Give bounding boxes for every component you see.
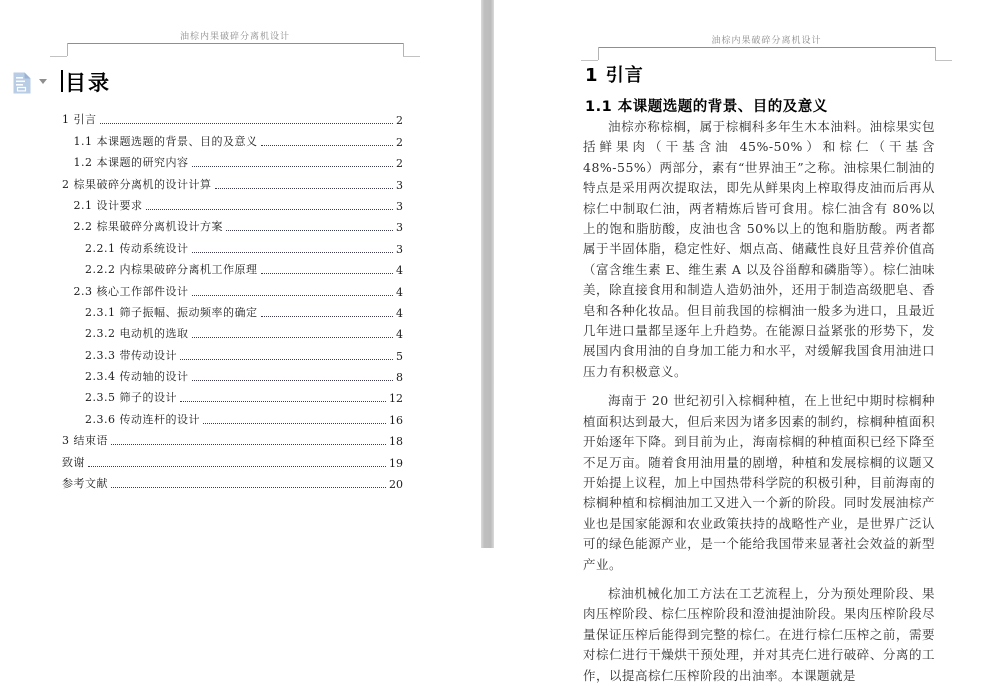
toc-dot-leader <box>192 337 394 338</box>
toc-entry[interactable] <box>62 216 403 237</box>
toc-entry-page: 3 <box>396 178 403 192</box>
toc-entry[interactable] <box>62 344 403 365</box>
toc-entry-label: 2.3.5 筛子的设计 <box>85 391 177 405</box>
toc-entry-page: 16 <box>389 413 403 427</box>
toc-entry-page: 20 <box>389 478 403 492</box>
toc-entry[interactable] <box>62 302 403 323</box>
toc-dot-leader <box>261 145 394 146</box>
header-rule <box>67 43 403 44</box>
page-left <box>0 0 481 548</box>
toc-entry-label: 2.2.1 传动系统设计 <box>85 241 189 255</box>
margin-corner-mark <box>598 47 599 60</box>
page-header-title: 油棕内果破碎分离机设计 <box>179 32 290 42</box>
toc-entry[interactable] <box>62 451 403 472</box>
margin-corner-mark <box>50 56 67 57</box>
body-text <box>583 117 935 683</box>
toc-dot-leader <box>203 423 386 424</box>
chevron-down-icon[interactable] <box>39 79 47 84</box>
toc-entry-page: 4 <box>396 306 403 320</box>
margin-corner-mark <box>67 43 68 56</box>
toc-entry-label: 2.3.2 电动机的选取 <box>85 327 189 341</box>
toc-entry-page: 2 <box>396 135 403 149</box>
toc-entry-page: 2 <box>396 114 403 128</box>
toc-entry-label: 2.2 棕果破碎分离机设计方案 <box>73 220 223 234</box>
toc-entry-page: 19 <box>389 456 403 470</box>
margin-corner-mark <box>403 43 404 56</box>
paragraph: 棕油机械化加工方法在工艺流程上，分为预处理阶段、果肉压榨阶段、棕仁压榨阶段和澄油提油阶段。果肉压榨阶段尽量保证压榨后能得到完整的棕仁。在进行棕仁压榨之前，需要对棕仁进行干燥烘干预处理，并对其壳仁进行破碎、分离的工作，以提高棕仁压榨阶段的出油率。本课题就是 <box>583 585 935 683</box>
section-heading: 1 引言 <box>585 65 644 86</box>
toc-entry-label: 2.1 设计要求 <box>73 198 143 212</box>
toc-entry[interactable] <box>62 387 403 408</box>
margin-corner-mark <box>935 47 936 60</box>
toc-field-control[interactable] <box>12 71 52 97</box>
toc-dot-leader <box>261 316 394 317</box>
toc-entry[interactable] <box>62 259 403 280</box>
toc-dot-leader <box>146 209 394 210</box>
toc-entry-page: 5 <box>396 349 403 363</box>
toc-entry[interactable] <box>62 173 403 194</box>
toc-entry-label: 2.3 核心工作部件设计 <box>73 284 189 298</box>
toc-entry[interactable] <box>62 408 403 429</box>
toc-dot-leader <box>192 166 394 167</box>
toc-entry[interactable] <box>62 237 403 258</box>
toc-dot-leader <box>192 295 394 296</box>
toc-entry-label: 2.3.3 带传动设计 <box>85 348 177 362</box>
toc-entry[interactable] <box>62 473 403 494</box>
toc-entry[interactable] <box>62 323 403 344</box>
toc-entry-page: 3 <box>396 199 403 213</box>
toc-dot-leader <box>111 487 386 488</box>
toc-entry-label: 2.3.1 筛子振幅、振动频率的确定 <box>85 305 258 319</box>
toc-dot-leader <box>100 123 394 124</box>
margin-corner-mark <box>403 56 420 57</box>
toc-dot-leader <box>215 188 394 189</box>
toc-entry[interactable] <box>62 430 403 451</box>
subsection-heading: 1.1 本课题选题的背景、目的及意义 <box>585 99 828 115</box>
header-rule <box>598 47 935 48</box>
toc-entry-label: 2 棕果破碎分离机的设计计算 <box>62 177 212 191</box>
toc-entry-page: 3 <box>396 242 403 256</box>
page-header-title: 油棕内果破碎分离机设计 <box>711 36 822 46</box>
toc-entry-label: 参考文献 <box>62 477 108 491</box>
text-cursor <box>61 70 63 92</box>
toc-entry[interactable] <box>62 195 403 216</box>
toc-dot-leader <box>192 380 394 381</box>
toc-entry[interactable] <box>62 109 403 130</box>
toc-entry-label: 2.3.4 传动轴的设计 <box>85 370 189 384</box>
margin-corner-mark <box>935 60 952 61</box>
toc-entry-page: 12 <box>389 392 403 406</box>
toc-dot-leader <box>180 401 386 402</box>
toc-entry[interactable] <box>62 366 403 387</box>
toc-dot-leader <box>192 252 394 253</box>
toc-entry-label: 1.1 本课题选题的背景、目的及意义 <box>73 134 258 148</box>
toc-entry-page: 2 <box>396 157 403 171</box>
toc-entry-page: 18 <box>389 435 403 449</box>
toc-dot-leader <box>261 273 394 274</box>
toc-entry[interactable] <box>62 130 403 151</box>
toc-entry[interactable] <box>62 152 403 173</box>
toc-entry-label: 1.2 本课题的研究内容 <box>73 156 189 170</box>
toc-dot-leader <box>180 359 393 360</box>
toc-entry-label: 致谢 <box>62 455 85 469</box>
toc-entry[interactable] <box>62 280 403 301</box>
paragraph: 油棕亦称棕榈，属于棕榈科多年生木本油料。油棕果实包括鲜果肉（干基含油 45%-50%）和棕仁（干基含 48%-55%）两部分，素有“世界油王”之称。油棕果仁制油的特点是采用两次提取法，即先从鲜果肉上榨取得皮油而后再从棕仁中制取仁油，两者精炼后皆可食用。棕仁油含有 80%以上的饱和脂肪酸，皮油也含 50%以上的饱和脂肪酸。两者都属于半固体脂，稳定性好、烟点高、储藏性良好且营养价值高（富含维生素 E、维生素 A 以及谷甾醇和磷脂等）。棕仁油味美，除直接食用和制造人造奶油外，还用于制造高级肥皂、香皂和各种化妆品。但目前我国的棕榈油一般多为进口，且最近几年进口量都呈逐年上升趋势。在能源日益紧张的形势下，发展国内食用油的自身加工能力和水平，对缓解我国食用油进口压力有积极意义。 <box>583 119 935 379</box>
toc-entry-page: 3 <box>396 221 403 235</box>
toc-entry-page: 8 <box>396 371 403 385</box>
toc-dot-leader <box>88 466 386 467</box>
toc-dot-leader <box>111 444 386 445</box>
toc-entry-label: 2.3.6 传动连杆的设计 <box>85 412 200 426</box>
toc-entry-page: 4 <box>396 285 403 299</box>
toc-entry-page: 4 <box>396 328 403 342</box>
toc-entry-label: 3 结束语 <box>62 434 108 448</box>
toc-dot-leader <box>226 230 393 231</box>
toc-entry-label: 1 引言 <box>62 113 97 127</box>
paragraph: 海南于 20 世纪初引入棕榈种植，在上世纪中期时棕榈种植面积达到最大，但后来因为诸多因素的制约，棕榈种植面积开始逐年下降。到目前为止，海南棕榈的种植面积已经下降至不足万亩。随着食用油用量的剧增，种植和发展棕榈的议题又开始提上议程，加上中国热带科学院的积极引种，目前海南的棕榈种植和棕榈油加工又进入一个新的阶段。同时发展油棕产业也是国家能源和农业政策扶持的战略性产业，是世界广泛认可的绿色能源产业，是一个能给我国带来显著社会效益的新型产业。 <box>583 393 935 572</box>
toc-entry-label: 2.2.2 内棕果破碎分离机工作原理 <box>85 263 258 277</box>
toc-title: 目录 <box>65 71 111 95</box>
page-gap-divider <box>481 0 494 548</box>
toc-entry-page: 4 <box>396 264 403 278</box>
toc-list <box>62 109 403 494</box>
page-right <box>494 0 1004 683</box>
document-icon <box>12 71 32 95</box>
